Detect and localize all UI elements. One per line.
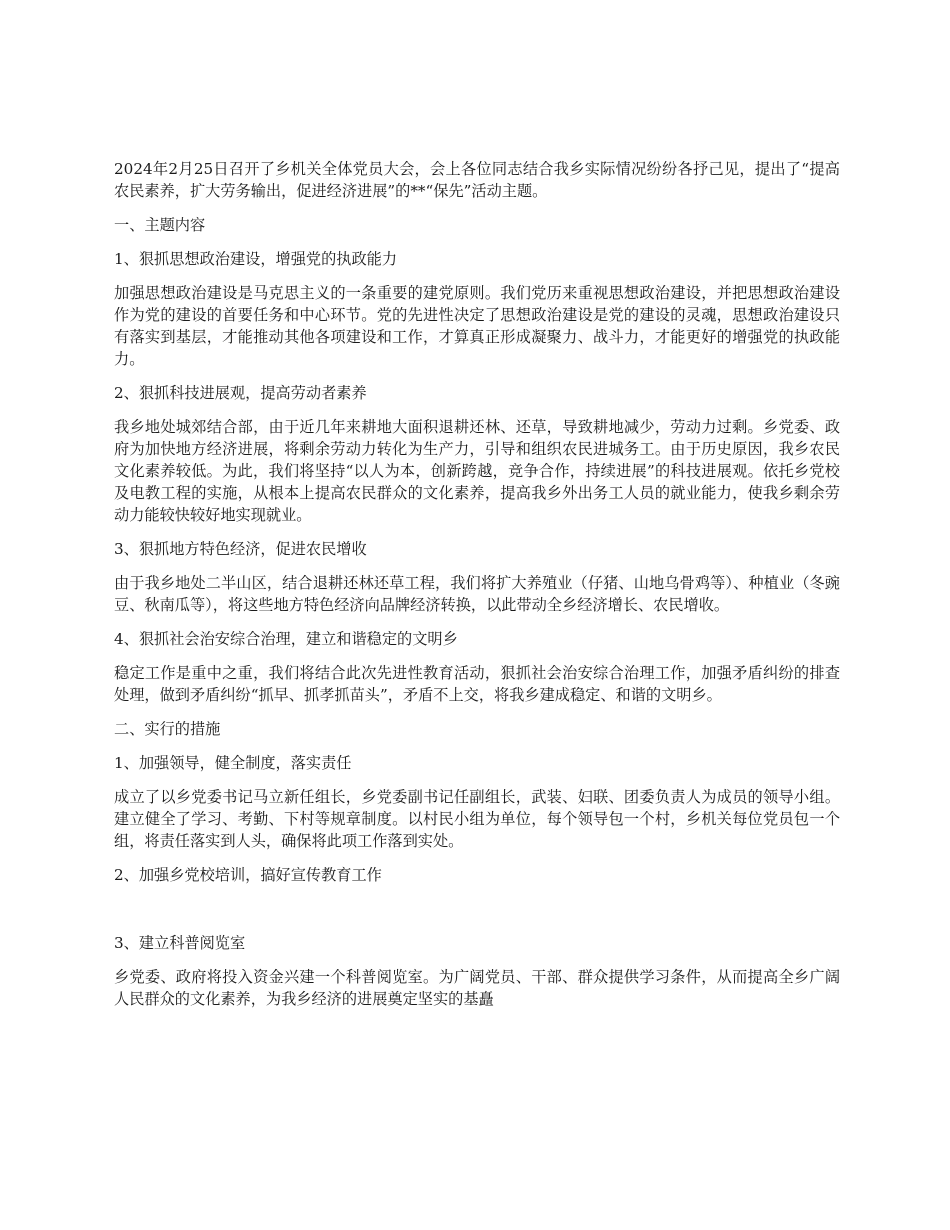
section-1-item-4-title: 4、狠抓社会治安综合治理，建立和谐稳定的文明乡 xyxy=(114,630,458,648)
blank-gap xyxy=(114,898,840,932)
document-body xyxy=(114,158,840,1022)
section-2-item-1-body: 成立了以乡党委书记马立新任组长，乡党委副书记任副组长，武装、妇联、团委负责人为成员的领导小组。建立健全了学习、考勤、下村等规章制度。以村民小组为单位，每个领导包一个村，乡机关每位党员包一个组，将责任落实到人头，确保将此项工作落到实处。 xyxy=(114,788,840,850)
section-1-item-3-body: 由于我乡地处二半山区，结合退耕还林还草工程，我们将扩大养殖业（仔猪、山地乌骨鸡等）、种植业（冬豌豆、秋南瓜等），将这些地方特色经济向品牌经济转换，以此带动全乡经济增长、农民增收。 xyxy=(114,574,840,614)
intro-paragraph: 2024年2月25日召开了乡机关全体党员大会，会上各位同志结合我乡实际情况纷纷各抒己见，提出了“提高农民素养，扩大劳务输出，促进经济进展”的**“保先”活动主题。 xyxy=(114,160,840,200)
section-1-item-1-title: 1、狠抓思想政治建设，增强党的执政能力 xyxy=(114,250,398,268)
section-1-item-2-title: 2、狠抓科技进展观，提高劳动者素养 xyxy=(114,384,367,402)
section-1-title: 一、主题内容 xyxy=(114,216,206,234)
section-2-item-3-title: 3、建立科普阅览室 xyxy=(114,934,246,952)
section-1-item-2-body: 我乡地处城郊结合部，由于近几年来耕地大面积退耕还林、还草，导致耕地减少，劳动力过剩。乡党委、政府为加快地方经济进展，将剩余劳动力转化为生产力，引导和组织农民进城务工。由于历史原因，我乡农民文化素养较低。为此，我们将坚持“以人为本，创新跨越，竞争合作，持续进展”的科技进展观。依托乡党校及电教工程的实施，从根本上提高农民群众的文化素养，提高我乡外出务工人员的就业能力，使我乡剩余劳动力能较快较好地实现就业。 xyxy=(114,418,840,524)
section-1-item-4-body: 稳定工作是重中之重，我们将结合此次先进性教育活动，狠抓社会治安综合治理工作，加强矛盾纠纷的排查处理，做到矛盾纠纷“抓早、抓孝抓苗头”，矛盾不上交，将我乡建成稳定、和谐的文明乡。 xyxy=(114,664,840,704)
section-1-item-1-body: 加强思想政治建设是马克思主义的一条重要的建党原则。我们党历来重视思想政治建设，并把思想政治建设作为党的建设的首要任务和中心环节。党的先进性决定了思想政治建设是党的建设的灵魂，思想政治建设只有落实到基层，才能推动其他各项建设和工作，才算真正形成凝聚力、战斗力，才能更好的增强党的执政能力。 xyxy=(114,284,840,368)
section-2-item-2-title: 2、加强乡党校培训，搞好宣传教育工作 xyxy=(114,866,382,884)
section-2-title: 二、实行的措施 xyxy=(114,720,221,738)
section-2-item-1-title: 1、加强领导，健全制度，落实责任 xyxy=(114,754,352,772)
section-2-item-3-body: 乡党委、政府将投入资金兴建一个科普阅览室。为广阔党员、干部、群众提供学习条件，从而提高全乡广阔人民群众的文化素养，为我乡经济的进展奠定坚实的基矗 xyxy=(114,968,840,1008)
section-1-item-3-title: 3、狠抓地方特色经济，促进农民增收 xyxy=(114,540,367,558)
